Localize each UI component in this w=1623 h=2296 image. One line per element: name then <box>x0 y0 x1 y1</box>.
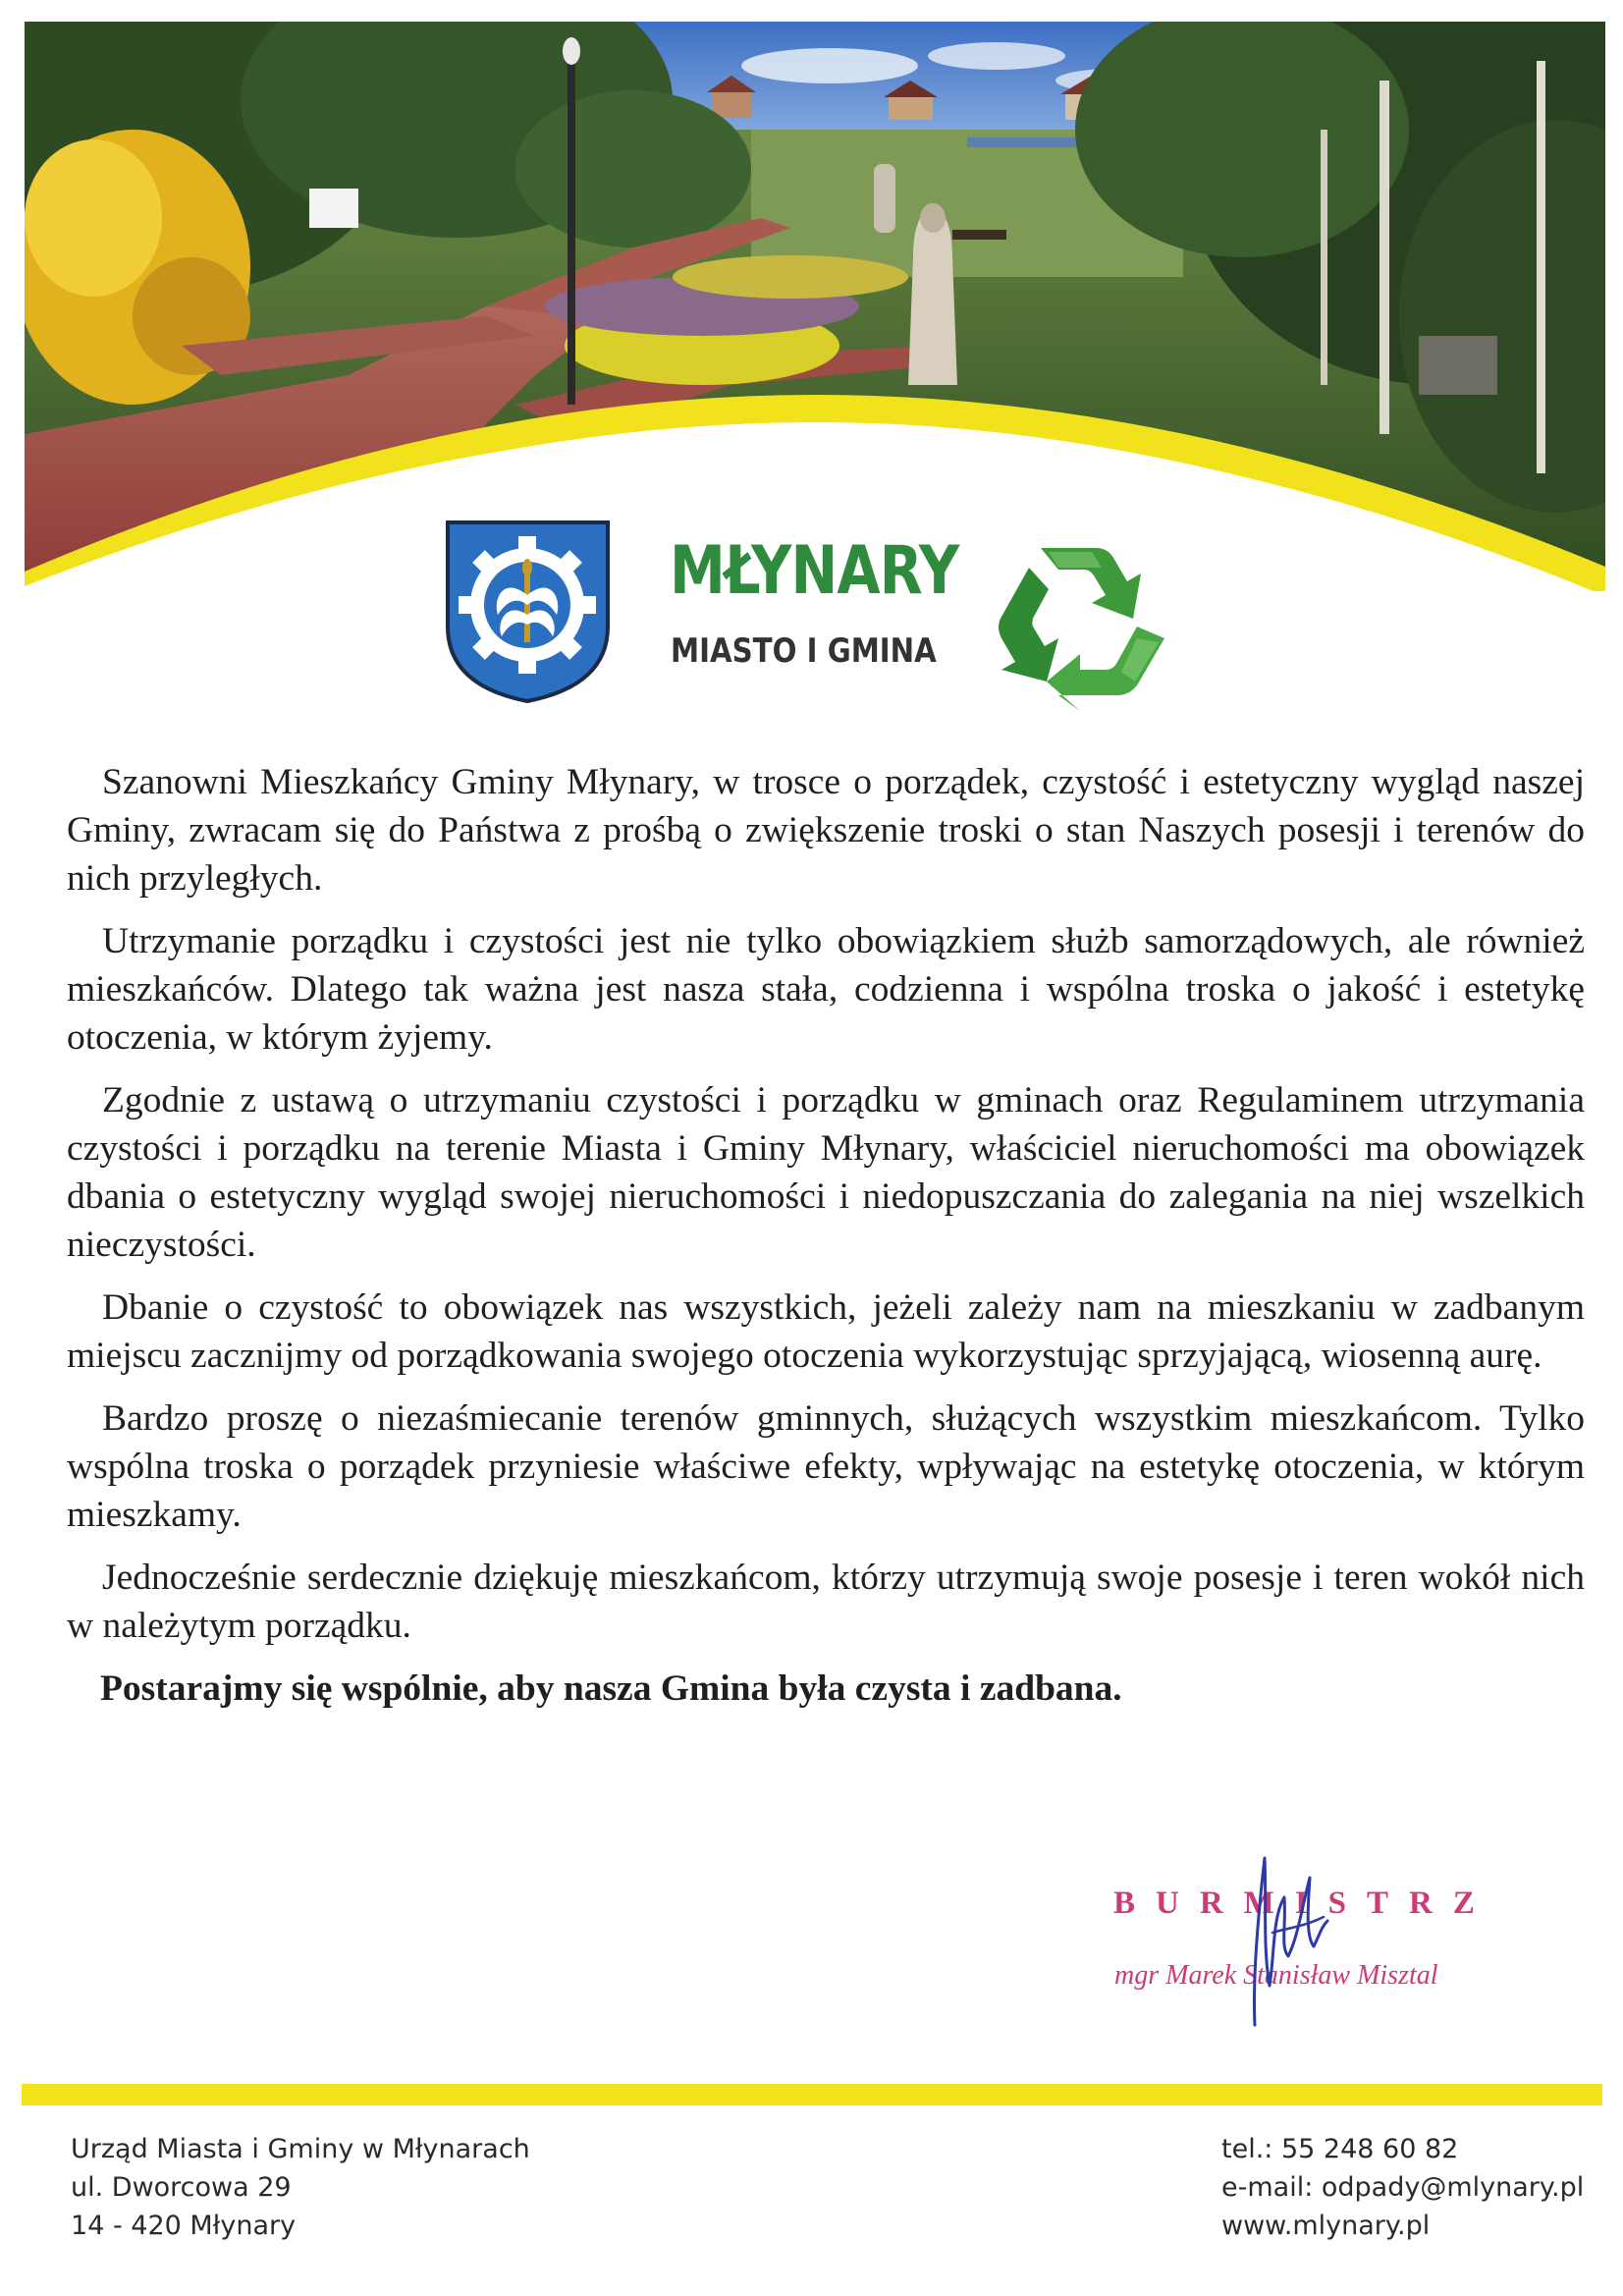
footer-address-line: Urząd Miasta i Gminy w Młynarach <box>71 2134 530 2164</box>
signature-name: mgr Marek Stanisław Misztal <box>1114 1960 1438 1991</box>
footer-email-link[interactable]: e-mail: odpady@mlynary.pl <box>1221 2172 1585 2203</box>
recycle-icon <box>990 528 1181 715</box>
header-park-photo <box>25 22 1605 591</box>
footer-accent-bar <box>22 2084 1602 2105</box>
letter-paragraph: Bardzo proszę o niezaśmiecanie terenów gminnych, służących wszystkim mieszkańcom. Tylko wspólna troska o porządek przyniesie właściwe efekty, wpływając na estetykę otoczenia, w którym mieszkamy. <box>67 1398 1585 1535</box>
letter-body <box>67 758 1585 1727</box>
signature-title: BURMISTRZ <box>1113 1886 1495 1921</box>
signature-scribble <box>1216 1838 1343 2035</box>
footer-website-link[interactable]: www.mlynary.pl <box>1221 2211 1431 2241</box>
footer-phone: tel.: 55 248 60 82 <box>1221 2134 1459 2164</box>
brand-title: MŁYNARY <box>670 532 959 610</box>
letter-paragraph: Utrzymanie porządku i czystości jest nie tylko obowiązkiem służb samorządowych, ale również mieszkańców. Dlatego tak ważna jest nasza stała, codzienna i wspólna troska o jakość i estetykę otoczenia, w którym żyjemy. <box>67 921 1585 1058</box>
footer-address-line: ul. Dworcowa 29 <box>71 2172 292 2203</box>
letter-closing: Postarajmy się wspólnie, aby nasza Gmina była czysta i zadbana. <box>100 1668 1122 1709</box>
letter-paragraph: Dbanie o czystość to obowiązek nas wszystkich, jeżeli zależy nam na mieszkaniu w zadbanym miejscu zacznijmy od porządkowania swojego otoczenia wykorzystując sprzyjającą, wiosenną aurę. <box>67 1287 1585 1376</box>
letter-paragraph: Szanowni Mieszkańcy Gminy Młynary, w trosce o porządek, czystość i estetyczny wygląd naszej Gminy, zwracam się do Państwa z prośbą o zwiększenie troski o stan Naszych posesji i terenów do nich przyległych. <box>67 762 1585 899</box>
letter-paragraph: Zgodnie z ustawą o utrzymaniu czystości i porządku w gminach oraz Regulaminem utrzymania czystości i porządku na terenie Miasta i Gminy Młynary, właściciel nieruchomości ma obowiązek dbania o estetyczny wygląd swojej nieruchomości i niedopuszczania do zalegania na niej wszelkich nieczystości. <box>67 1080 1585 1265</box>
brand-subtitle: MIASTO I GMINA <box>671 631 937 671</box>
footer-address-line: 14 - 420 Młynary <box>71 2211 297 2241</box>
coat-of-arms-icon <box>442 519 614 705</box>
letter-paragraph: Jednocześnie serdecznie dziękuję mieszkańcom, którzy utrzymują swoje posesje i teren wokół nich w należytym porządku. <box>67 1558 1585 1646</box>
